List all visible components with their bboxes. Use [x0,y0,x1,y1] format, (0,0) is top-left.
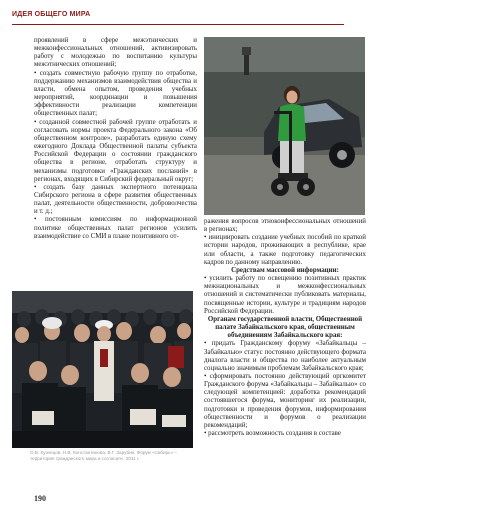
paragraph: ражения вопросов этноконфессиональных отношений в регионах; [204,218,366,234]
paragraph: • создать совместную рабочую группу по отработке, поддержанию механизмов взаимодействия общества и власти, обмена опытом, проведения учебных мероприятий, координации и повышения эффективности реализации компетенции общественных палат; [34,69,197,118]
paragraph: • создать базу данных экспертного потенциала Сибирского региона в сфере развития общественных палат, деятельности общественности, доброволчества и т. д.; [34,183,197,216]
paragraph: проявлений в сфере межэтнических и межконфессиональных отношений, активизировать работу с молодежью по воспитанию культуры межэтнических отношений; [34,37,197,69]
paragraph: • сформировать постоянно действующий оргкомитет Гражданского форума «Забайкальцы – Забайкалью» со следующей компетенцией: доработка рекомендаций состоявшегося форума, мониторинг их реализации, подготовки и проведения форумов, информирования общественности и форумов о реализации рекомендаций; [204,372,366,429]
photo-caption: О.В. Кузнецов, Н.В. Константинова, В.Г. Зарубин. Форум «Сибирь» – территория гражданского мира и согласия». 2011 г. [30,450,177,461]
section-subheading: Средствам массовой информации: [231,266,339,274]
paragraph: • усилить работу по освещению позитивных практик межнациональных и межконфессиональных отношений и систематически публиковать материалы, посвященные истории, культуре и традициям народов Российской Федерации. [204,275,366,315]
right-text-column [204,218,366,500]
forum-audience-image [12,291,193,448]
section-title: ИДЕЯ ОБЩЕГО МИРА [12,11,91,18]
paragraph: • рассмотреть возможность создания в составе [204,430,341,438]
paragraph: • инициировать создание учебных пособий по краткой истории народов, проживающих в республике, крае или области, а также подготовку педагогических кадров по данному направлению. [204,234,366,266]
section-subheading: Органам государственной власти, Общественной палате Забайкальского края, общественным объединениям Забайкальского края: [207,315,363,340]
page-number: 190 [34,494,46,503]
segway-photo [204,37,365,215]
paragraph: • придать Гражданскому форуму «Забайкальцы – Забайкалью» статус постоянно действующего формата диалога власти и общества по наиболее актуальным социально значимым проблемам Забайкальского края; [204,340,366,372]
segway-photo-image [204,37,365,215]
left-text-column [34,37,197,282]
paragraph: • постоянным комиссиям по информационной политике общественных палат регионов усилить взаимодействие со СМИ в плане позитивного от- [34,216,197,240]
paragraph: • созданной совместной рабочей группе отработать и согласовать нормы проекта Федерального закона «Об общественном контроле», разработать единую схему ежегодного Доклада Общественной палаты субъекта Российской Федерации о состоянии гражданского общества в регионе, отработать структуру и механизмы подготовки «Гражданских посланий» в регионах, входящих в Сибирский федеральный округ; [34,118,197,183]
header-divider [12,24,344,25]
forum-audience-photo [12,291,193,448]
